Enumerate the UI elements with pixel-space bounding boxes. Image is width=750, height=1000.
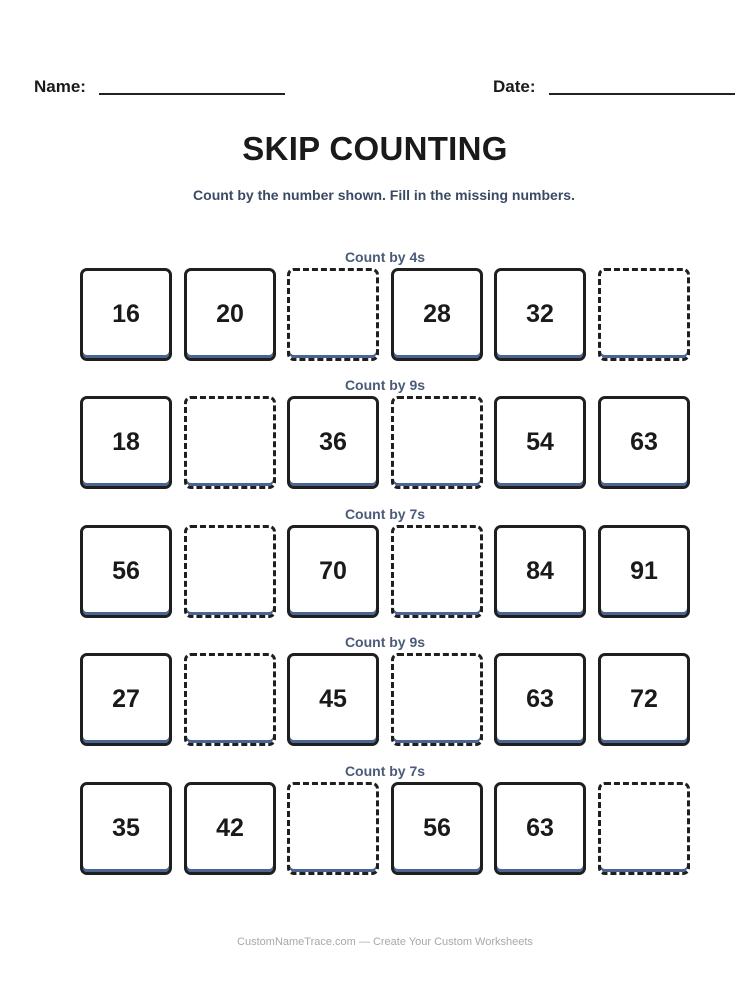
number-box: 56 xyxy=(391,782,483,875)
number-box: 36 xyxy=(287,396,379,489)
section-label: Count by 9s xyxy=(344,377,426,393)
section-label: Count by 9s xyxy=(344,634,426,650)
name-label: Name: xyxy=(34,77,86,96)
number-row xyxy=(80,782,692,878)
blank-number-box[interactable] xyxy=(287,268,379,361)
name-field xyxy=(34,77,285,97)
number-box: 63 xyxy=(598,396,690,489)
blank-number-box[interactable] xyxy=(598,782,690,875)
section-label: Count by 4s xyxy=(344,249,426,265)
number-box: 35 xyxy=(80,782,172,875)
date-line[interactable] xyxy=(549,93,735,95)
number-row xyxy=(80,396,692,492)
number-box: 91 xyxy=(598,525,690,618)
number-box: 72 xyxy=(598,653,690,746)
date-label: Date: xyxy=(493,77,536,96)
instructions: Count by the number shown. Fill in the missing numbers. xyxy=(193,187,575,203)
section-label: Count by 7s xyxy=(344,763,426,779)
number-row xyxy=(80,268,692,364)
number-box: 28 xyxy=(391,268,483,361)
number-box: 42 xyxy=(184,782,276,875)
number-row xyxy=(80,525,692,621)
number-box: 84 xyxy=(494,525,586,618)
blank-number-box[interactable] xyxy=(391,396,483,489)
number-row xyxy=(80,653,692,749)
blank-number-box[interactable] xyxy=(598,268,690,361)
name-line[interactable] xyxy=(99,93,285,95)
blank-number-box[interactable] xyxy=(184,525,276,618)
number-box: 20 xyxy=(184,268,276,361)
blank-number-box[interactable] xyxy=(391,653,483,746)
blank-number-box[interactable] xyxy=(391,525,483,618)
blank-number-box[interactable] xyxy=(287,782,379,875)
blank-number-box[interactable] xyxy=(184,396,276,489)
page-title: SKIP COUNTING xyxy=(242,130,508,167)
number-box: 54 xyxy=(494,396,586,489)
number-box: 63 xyxy=(494,653,586,746)
number-box: 16 xyxy=(80,268,172,361)
section-label: Count by 7s xyxy=(344,506,426,522)
blank-number-box[interactable] xyxy=(184,653,276,746)
number-box: 32 xyxy=(494,268,586,361)
date-field xyxy=(493,77,735,97)
number-box: 18 xyxy=(80,396,172,489)
number-box: 27 xyxy=(80,653,172,746)
footer: CustomNameTrace.com — Create Your Custom Worksheets xyxy=(237,936,533,948)
number-box: 45 xyxy=(287,653,379,746)
number-box: 63 xyxy=(494,782,586,875)
number-box: 56 xyxy=(80,525,172,618)
number-box: 70 xyxy=(287,525,379,618)
